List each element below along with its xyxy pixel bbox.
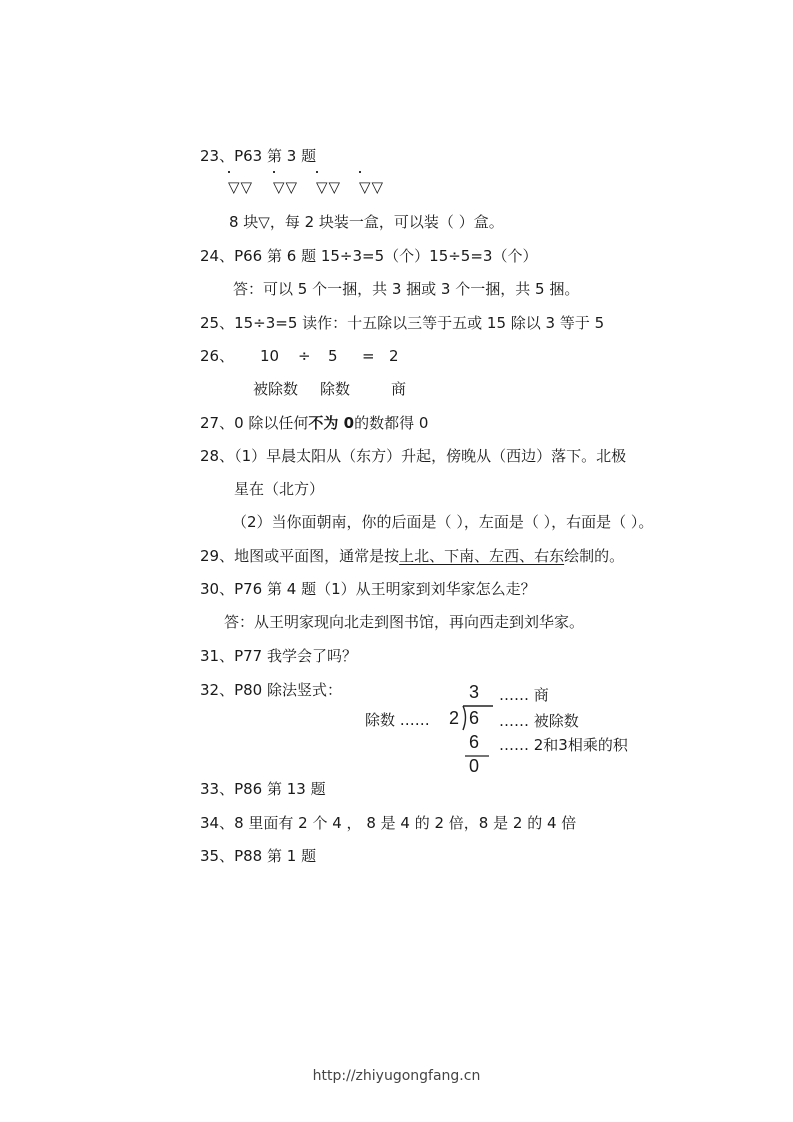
dot-mark — [316, 171, 318, 173]
item-27-pre: 27、0 除以任何 — [200, 414, 309, 432]
item-25: 25、15÷3=5 读作：十五除以三等于五或 15 除以 3 等于 5 — [200, 314, 605, 332]
item-29-pre: 29、地图或平面图，通常是按 — [200, 547, 400, 565]
item-28-part2: （2）当你面朝南，你的后面是（ ），左面是（ ），右面是（ ）。 — [232, 513, 654, 531]
dot-mark — [359, 171, 361, 173]
division-divisor-label: 除数 …… — [365, 711, 430, 729]
item-30: 30、P76 第 4 题（1）从王明家到刘华家怎么走？ — [200, 580, 536, 598]
item-28-part1: 28、（1）早晨太阳从（东方）升起，傍晚从（西边）落下。北极 — [200, 447, 627, 465]
triangle-group-1: ▽▽ — [228, 178, 254, 196]
quotient-label: 商 — [391, 380, 407, 398]
division-quotient-label: …… 商 — [499, 686, 549, 704]
divisor-label: 除数 — [320, 380, 351, 398]
division-quotient: 3 — [469, 682, 480, 702]
dot-mark — [273, 171, 275, 173]
division-remainder: 0 — [469, 756, 480, 776]
item-23-text: 8 块▽，每 2 块装一盒，可以装（ ）盒。 — [229, 213, 504, 231]
quotient-value: 2 — [389, 347, 399, 365]
division-dividend: 6 — [469, 708, 480, 728]
item-32: 32、P80 除法竖式： — [200, 681, 342, 699]
divide-sign: ÷ — [298, 347, 311, 365]
item-33: 33、P86 第 13 题 — [200, 780, 326, 798]
dot-mark — [228, 171, 230, 173]
item-24-answer: 答：可以 5 个一捆，共 3 捆或 3 个一捆，共 5 捆。 — [233, 280, 580, 298]
item-24: 24、P66 第 6 题 15÷3=5（个）15÷5=3（个） — [200, 247, 538, 265]
item-23: 23、P63 第 3 题 — [200, 147, 317, 165]
item-27 — [200, 413, 428, 433]
dividend-value: 10 — [260, 347, 280, 365]
item-31: 31、P77 我学会了吗？ — [200, 647, 357, 665]
footer-url: http://zhiyugongfang.cn — [312, 1068, 481, 1084]
item-35: 35、P88 第 1 题 — [200, 847, 317, 865]
item-29 — [200, 546, 624, 566]
item-30-answer: 答：从王明家现向北走到图书馆，再向西走到刘华家。 — [224, 613, 585, 631]
item-34: 34、8 里面有 2 个 4 ， 8 是 4 的 2 倍，8 是 2 的 4 倍 — [200, 814, 577, 832]
long-division-diagram — [365, 680, 655, 780]
division-product: 6 — [469, 732, 480, 752]
item-28-part1-cont: 星在（北方） — [234, 480, 325, 498]
division-product-label: …… 2和3相乘的积 — [499, 736, 628, 754]
division-divisor: 2 — [449, 708, 460, 728]
item-29-underlined: 上北、下南、左西、右东 — [399, 547, 565, 565]
division-dividend-label: …… 被除数 — [499, 712, 579, 730]
triangle-group-2: ▽▽ — [273, 178, 299, 196]
triangle-group-3: ▽▽ — [316, 178, 342, 196]
dividend-label: 被除数 — [253, 380, 299, 398]
item-27-bold: 不为 0 — [308, 414, 355, 432]
item-27-post: 的数都得 0 — [354, 414, 429, 432]
item-29-post: 绘制的。 — [564, 547, 625, 565]
equals-sign: = — [362, 347, 375, 365]
item-26-number: 26、 — [200, 347, 235, 365]
divisor-value: 5 — [328, 347, 338, 365]
triangle-group-4: ▽▽ — [359, 178, 385, 196]
